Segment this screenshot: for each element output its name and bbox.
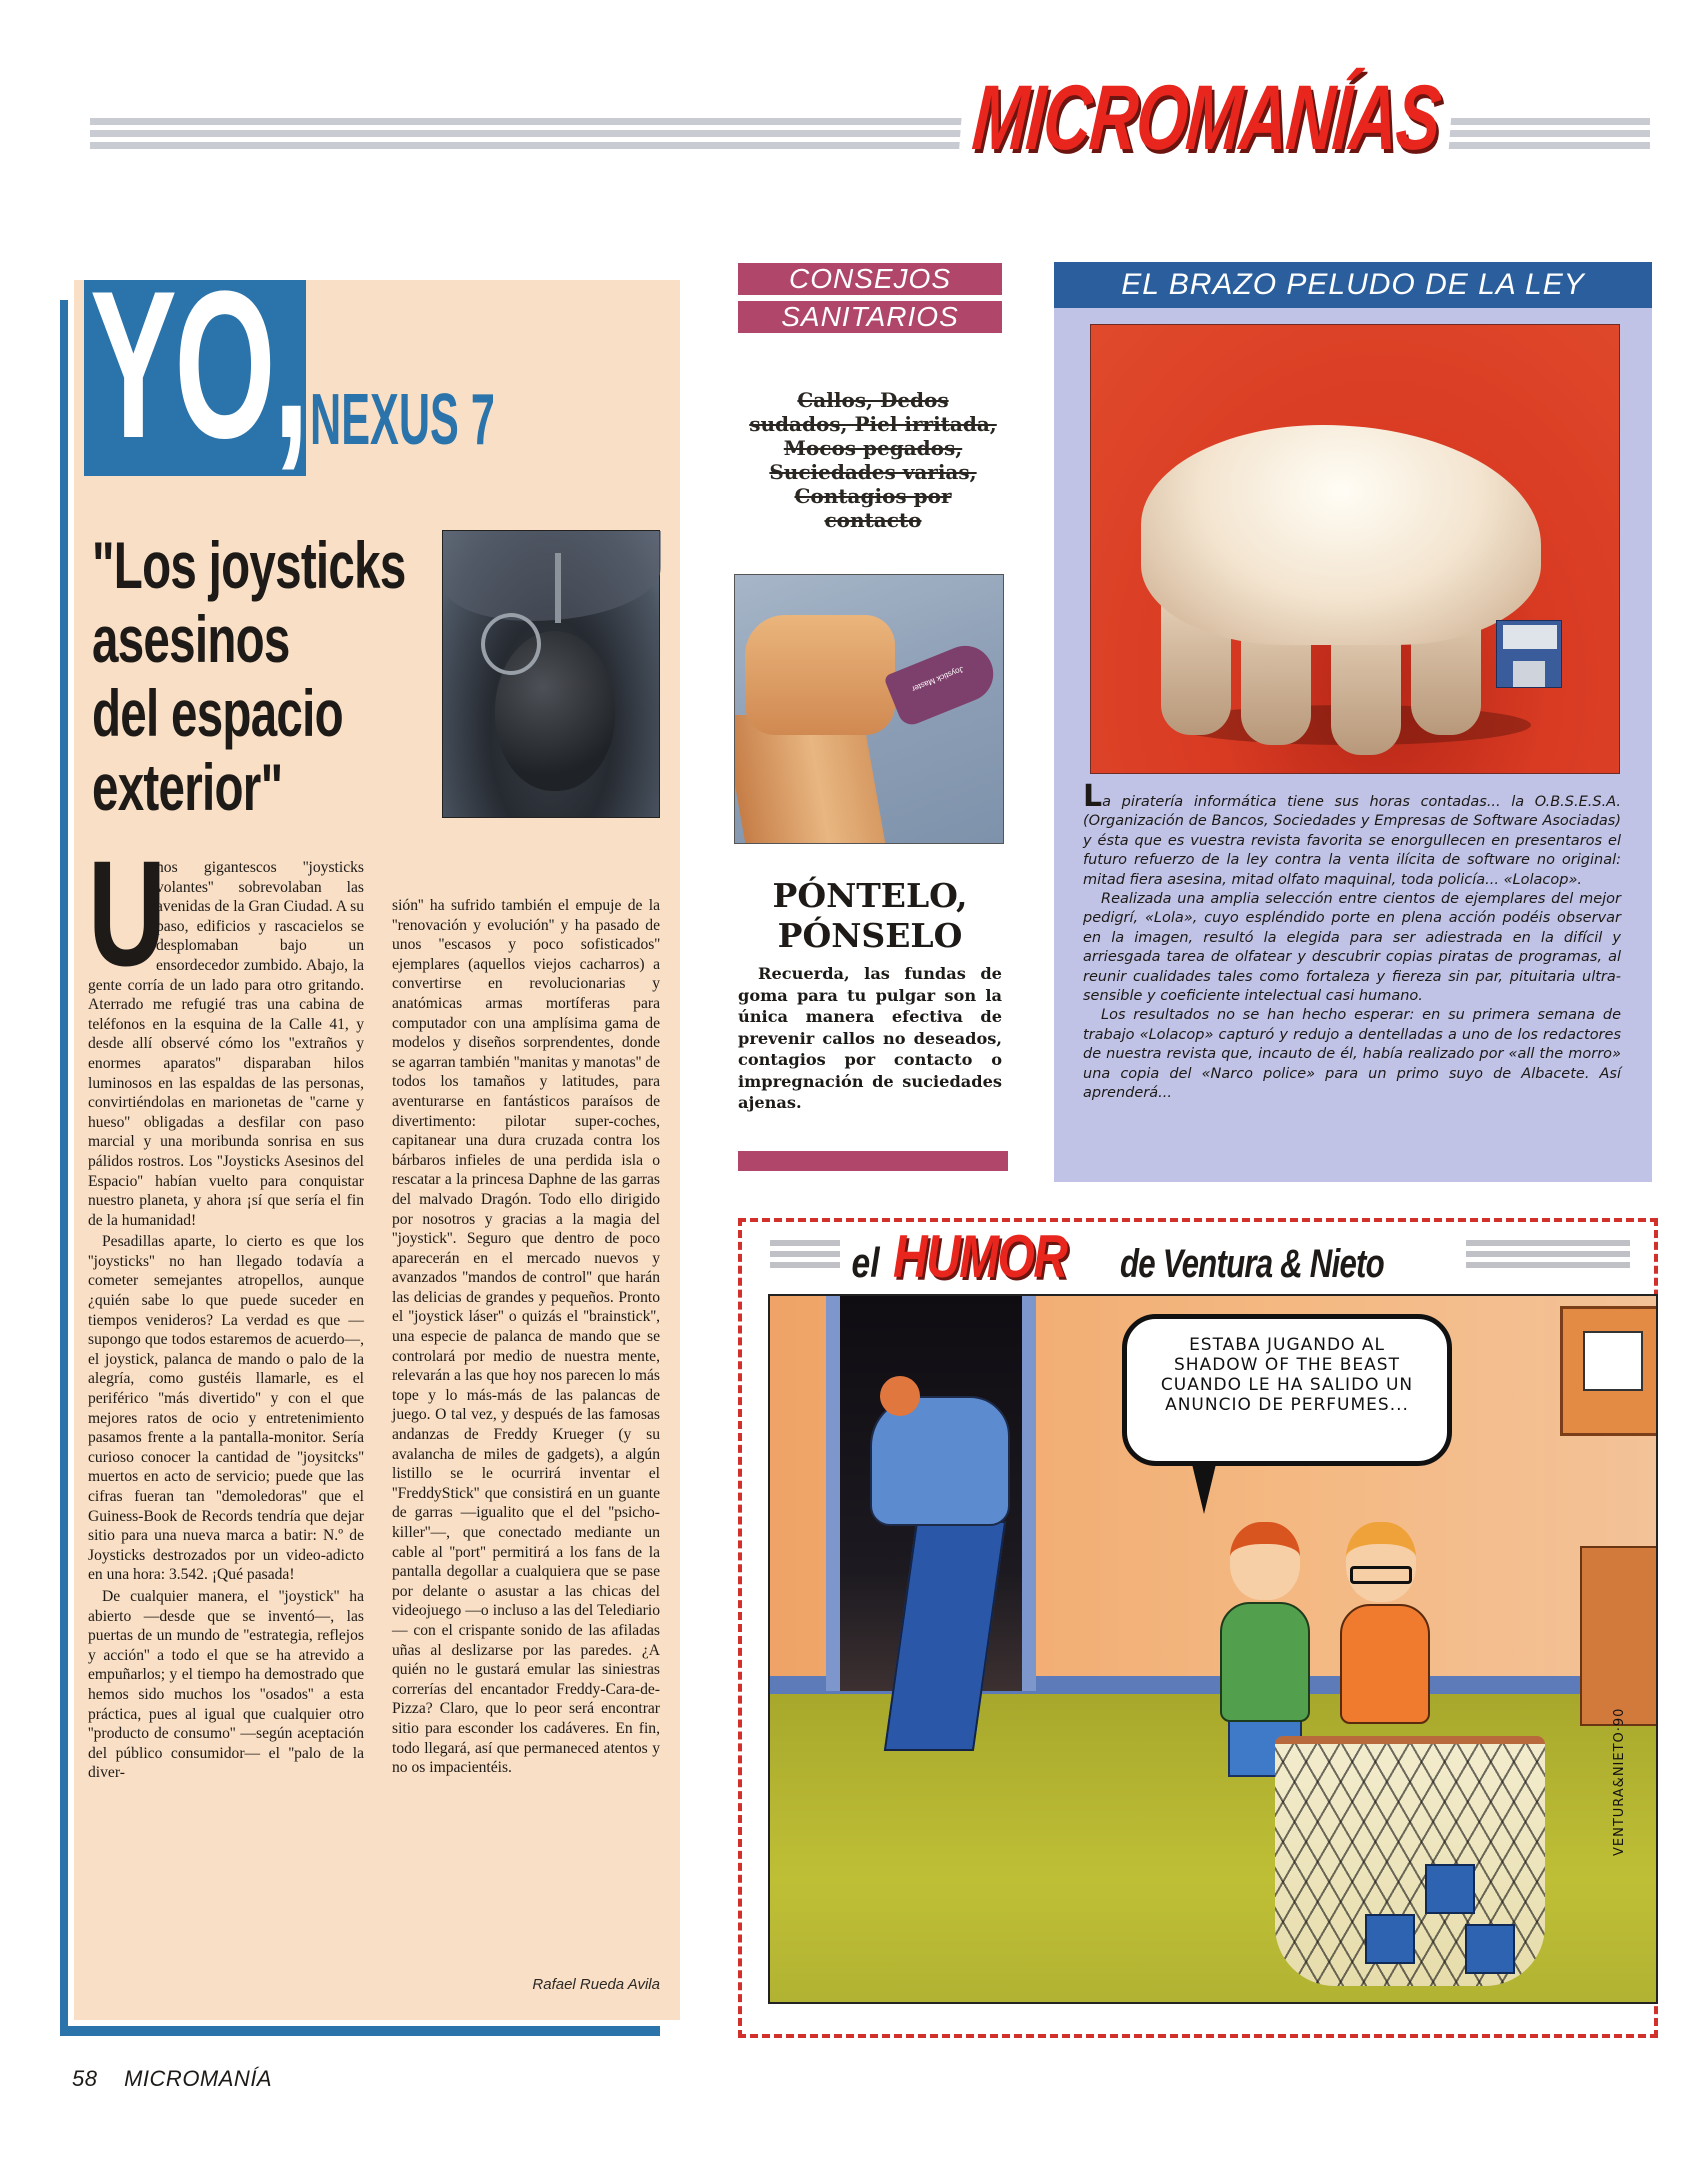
headline-line: asesinos [92,602,290,676]
paragraph: Pesadillas aparte, lo cierto es que los ''joysticks'' no han llegado todavía a cometer semejantes atropellos, aunque ¿quién sabe lo que puede suceder en tiempos venideros? La verdad es que —supongo que todos estaremos de acuerdo—, el joystick, palanca de mando o palo de la alegría, como gustéis llamarle, es el periférico ''más divertido'' y con el que mejores ratos de ocio y entretenimiento pasamos frente a la pantalla-monitor. Sería curioso conocer la cantidad de ''joysitcks'' muertos en acto de servicio; puede que las cifras fueran tan ''demoledoras'' que el Guiness-Book de Records tendría que dejar sitio para una nueva marca a batir: N.º de Joysticks destrozados por un video-adicto en una hora: 3.542. ¡Qué pasada! [88,1233,364,1584]
consejos-title-line1: CONSEJOS [738,263,1002,295]
humor-title [840,1222,1466,1290]
struck-item: Mocos pegados, [783,436,963,460]
floppy-disk-icon [1465,1924,1515,1974]
cartoon-kid-glasses [1330,1522,1440,1752]
consejos-body: Recuerda, las fundas de goma para tu pulgar son la única manera efectiva de prevenir callos no deseados, contagios por contacto o impregnación de suciedades ajenas. [738,964,1002,1112]
paragraph: Realizada una amplia selección entre cientos de ejemplares del mejor pedigrí, «Lola», cuyo espléndido porte en plena acción podéis observar en la imagen, resultó la elegida para ser adiestrada en la difícil y arriesgada tarea de olfatear y descubrir copias piratas de programas, al reunir cualidades tales como fortaleza y fiereza sin par, pituitaria ultra-sensible y coeficiente intelectual casi humano. [1083,891,1621,1005]
grenade-photo [442,530,660,818]
dresser [1580,1546,1658,1726]
brazo-title: EL BRAZO PELUDO DE LA LEY [1054,262,1652,308]
consejos-bottom-rule [738,1151,1008,1171]
page-footer [72,2066,272,2092]
paragraph: La piratería informática tiene sus horas contadas... la O.B.S.E.S.A. (Organización de Bancos, Sociedades y Empresas de Software Asociadas) y ésta que es vuestra revista favorita se enorgullecen en presentaros el futuro refuerzo de la ley contra la venta ilícita de software no original: mitad fiera asesina, mitad olfato maquinal, toda policía... «Lolacop». [1083,779,1621,888]
floppy-disk-icon [1496,620,1562,688]
kicker-big: YO, [90,247,307,482]
kicker-small: NEXUS 7 [310,380,495,460]
struck-item: contacto [824,508,922,532]
struck-item: Contagios por [794,484,952,508]
article-column-2 [392,896,660,1780]
paragraph: nos gigantescos ''joysticks volantes'' sobrevolaban las avenidas de la Gran Ciudad. A su paso, edificios y rascacielos se desplomaban bajo un ensordecedor zumbido. Abajo, la gente corría de un lado para otro gritando. Aterrado me refugié tras una cabina de teléfonos en la esquina de la Calle 41, y desde allí observé cómo los ''extraños y enormes aparatos'' disparaban hilos luminosos en las espaldas de las personas, convirtiéndolas en marionetas de ''carne y hueso'' obligadas a desfilar con paso marcial y una moribunda sonrisa en sus pálidos rostros. Los ''Joysticks Asesinos del Espacio'' habían vuelto para conquistar nuestro planeta, y ahora ¡sí que sería el fin de la humanidad! [88,859,364,1229]
section-title: MICROMANÍAS [958,72,1454,164]
struck-item: Callos, Dedos [797,388,949,412]
speech-bubble-tail [1192,1464,1216,1514]
brazo-text [1083,779,1621,1104]
cartoon-man [860,1376,1020,1766]
article-column-1 [88,829,364,1785]
floppy-disk-icon [1425,1864,1475,1914]
consejos-title-line2: SANITARIOS [738,301,1002,333]
paragraph: Los resultados no se han hecho esperar: en su primera semana de trabajo «Lolacop» capturó y redujo a dentelladas a uno de los redactores de nuestra revista que, incauto de él, había realizado por «all the morro» una copia del «Narco police» para un primo suyo de Albacete. Así aprenderá... [1083,1007,1621,1102]
cartoon-signature: VENTURA&NIETO·90 [1612,1707,1627,1856]
humor-prefix: el [851,1239,880,1286]
speech-bubble: ESTABA JUGANDO AL SHADOW OF THE BEAST CUANDO LE HA SALIDO UN ANUNCIO DE PERFUMES... [1122,1314,1452,1466]
article-left-rule [60,300,68,2034]
struck-item: Suciedades varias, [769,460,977,484]
thumb-sleeve-label: Joystick Master [910,664,965,694]
byline: Rafael Rueda Avila [532,1976,660,1993]
dog-photo [1090,324,1620,774]
headline-line: exterior" [92,750,283,824]
consejos-headline: PÓNTELO, PÓNSELO [772,876,968,955]
headline-line: "Los joysticks [92,528,406,602]
humor-title-main: HUMOR [893,1223,1067,1290]
magazine-name: MICROMANÍA [124,2066,273,2091]
paragraph: sión'' ha sufrido también el empuje de la ''renovación y evolución'' y ha pasado de unos ''escasos y poco sofisticados'' ejemplares (aquellos viejos cacharros) a convertirse en revolucionarias y anatómicas armas mortíferas para computador con una amplísima gama de modelos y diseños sorprendentes, donde se agarran también ''manitas y manotas'' de todos los tamaños y latitudes, para aventurarse en fantásticos paraísos de divertimento: pilotar super-coches, capitanear una dura cruzada contra los bárbaros infieles de una perdida isla o rescatar a la princesa Daphne de las garras del malvado Dragón. Todo ello dirigido por nosotros y gracias a la magia del ''joystick''. Seguro que dentro de poco aparecerán en el mercado nuevos y avanzados ''mandos de control'' que harán las delicias de grandes y pequeños. Pronto el ''joystick láser'' o quizás el ''brainstick'', una especie de palanca de mando que se controlará por medio de nuestra mente, relevarán a las que hoy nos parecen lo más tope y lo más-más de las palancas de juego. O tal vez, y después de las famosas andanzas de Freddy Krueger (y su avalancha de miles de gadgets), a algún listillo se le ocurrirá inventar el ''FreddyStick'' que consistirá en un guante de garras —igualito que el del ''psicho-killer''—, que conectado mediante un cable al ''port'' permitirá a los fans de la pantalla degollar a cualquiera que se pase por delante o asustar a las chicas del videojuego —o incluso a las del Telediario— con el crispante sonido de las afiladas uñas al deslizarse por las paredes. ¿A quién no le gustará emular las siniestras correrías del encantador Freddy-Cara-de-Pizza? Claro, que lo peor será encontrar sitio para esconder los cadáveres. En fin, todo llegará, así que permaneced atentos y no os impacientéis. [392,897,660,1777]
thumb-cover-photo [734,574,1004,844]
drop-cap: U [88,829,166,997]
struck-list [736,388,1010,532]
humor-authors: de Ventura & Nieto [1119,1242,1384,1286]
struck-item: sudados, Piel irritada, [749,412,997,436]
cartoon [768,1294,1658,2004]
paragraph: De cualquier manera, el ''joystick'' ha abierto —desde que se inventó—, las puertas de un mundo de ''estrategia, reflejos y acción'' a todo el que se ha atrevido a empuñarlos; y el tiempo ha demostrado que hemos sido muchos los ''osados'' a esta práctica, pues al igual que cualquier otro ''producto de consumo'' —según aceptación del público consumidor— el ''palo de la diver- [88,1587,364,1782]
page-number: 58 [72,2066,98,2091]
article-bottom-rule [60,2026,660,2036]
headline-line: del espacio [92,676,343,750]
wall-picture [1560,1306,1658,1436]
floppy-disk-icon [1365,1914,1415,1964]
wastebasket [1275,1736,1545,1986]
drop-letter: L [1083,779,1103,814]
article-headline [92,528,406,824]
